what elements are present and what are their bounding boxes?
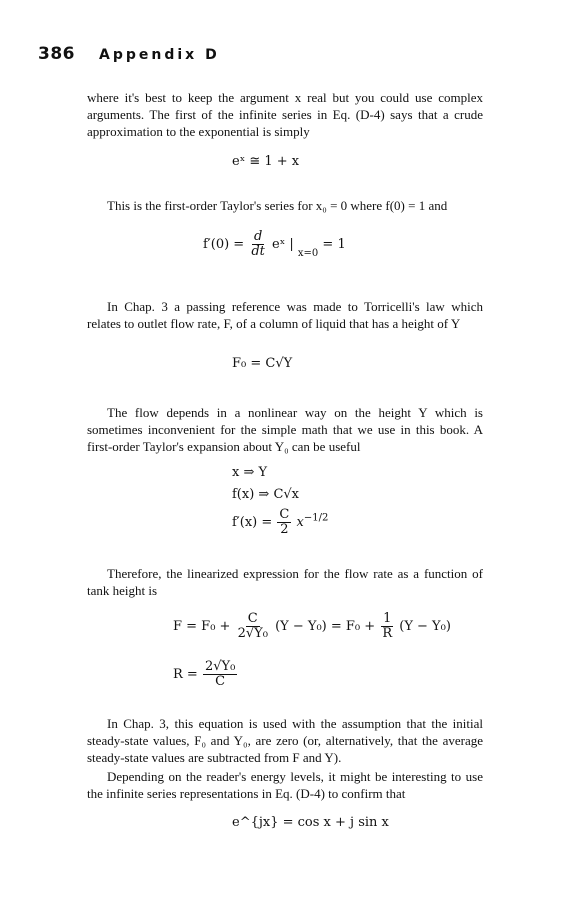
equation-torricelli: F₀ = C√Y <box>232 356 293 371</box>
eq7-den: 2√Y₀ <box>237 626 268 641</box>
section-title: Appendix D <box>99 47 220 63</box>
eq6-lhs: f′(x) = <box>232 515 273 530</box>
equation-euler: e^{jx} = cos x + j sin x <box>232 815 389 830</box>
eq8-den: C <box>215 674 226 689</box>
equation-resistance <box>173 660 238 689</box>
eq6-num: C <box>279 507 290 522</box>
eq7-fraction-1 <box>236 612 270 641</box>
paragraph-4: The flow depends in a nonlinear way on the height Y which is sometimes inconvenient for the simple math that we use in this book. A first-order Taylor's expansion about Y₀ can be useful <box>87 405 483 454</box>
page-number: 386 <box>38 44 75 64</box>
eq7-num: C <box>247 611 258 626</box>
equation-linearized <box>173 612 451 641</box>
eq7-a: F = F₀ + <box>173 619 231 634</box>
eq2-rhs: eˣ | <box>272 237 294 252</box>
equation-derivative <box>203 230 346 259</box>
eq7-den2: R <box>382 626 393 641</box>
paragraph-1: where it's best to keep the argument x real but you could use complex arguments. The first of the infinite series in Eq. (D-4) says that a crude approximation to the exponential is simply <box>87 90 483 139</box>
eq6-den: 2 <box>280 522 289 537</box>
eq2-fraction <box>249 230 267 259</box>
eq2-den: dt <box>251 244 265 259</box>
eq7-fraction-2 <box>380 612 394 641</box>
eq2-num: d <box>253 229 263 244</box>
equation-function: f(x) ⇒ C√x <box>232 487 300 502</box>
eq8-num: 2√Y₀ <box>204 659 236 674</box>
eq7-num2: 1 <box>383 611 392 626</box>
eq2-lhs: f′(0) = <box>203 237 245 252</box>
eq8-fraction <box>203 660 237 689</box>
eq6-exp: −1/2 <box>303 512 329 524</box>
eq2-val: = 1 <box>322 237 346 252</box>
equation-function-derivative <box>232 508 328 537</box>
page-header <box>38 44 220 64</box>
eq8-lhs: R = <box>173 667 198 682</box>
equation-substitution: x ⇒ Y <box>232 465 268 480</box>
eq7-b: (Y − Y₀) = F₀ + <box>275 619 376 634</box>
paragraph-7: Depending on the reader's energy levels, it might be interesting to use the infinite series representations in Eq. (D-4) to confirm that <box>87 769 483 801</box>
eq7-c: (Y − Y₀) <box>399 619 451 634</box>
paragraph-3: In Chap. 3 a passing reference was made to Torricelli's law which relates to outlet flow rate, F, of a column of liquid that has a height of Y <box>87 299 483 331</box>
paragraph-6: In Chap. 3, this equation is used with the assumption that the initial steady-state values, F₀ and Y₀, are zero (or, alternatively, that the average steady-state values are subtracted from F and Y). <box>87 716 483 765</box>
eq2-sub: x=0 <box>297 248 319 259</box>
eq6-fraction <box>277 508 291 537</box>
paragraph-5: Therefore, the linearized expression for the flow rate as a function of tank height is <box>87 566 483 598</box>
equation-exp-approx: eˣ ≅ 1 + x <box>232 154 300 169</box>
eq6-rhs: x <box>296 515 304 530</box>
paragraph-2: This is the first-order Taylor's series for x₀ = 0 where f(0) = 1 and <box>107 198 448 213</box>
